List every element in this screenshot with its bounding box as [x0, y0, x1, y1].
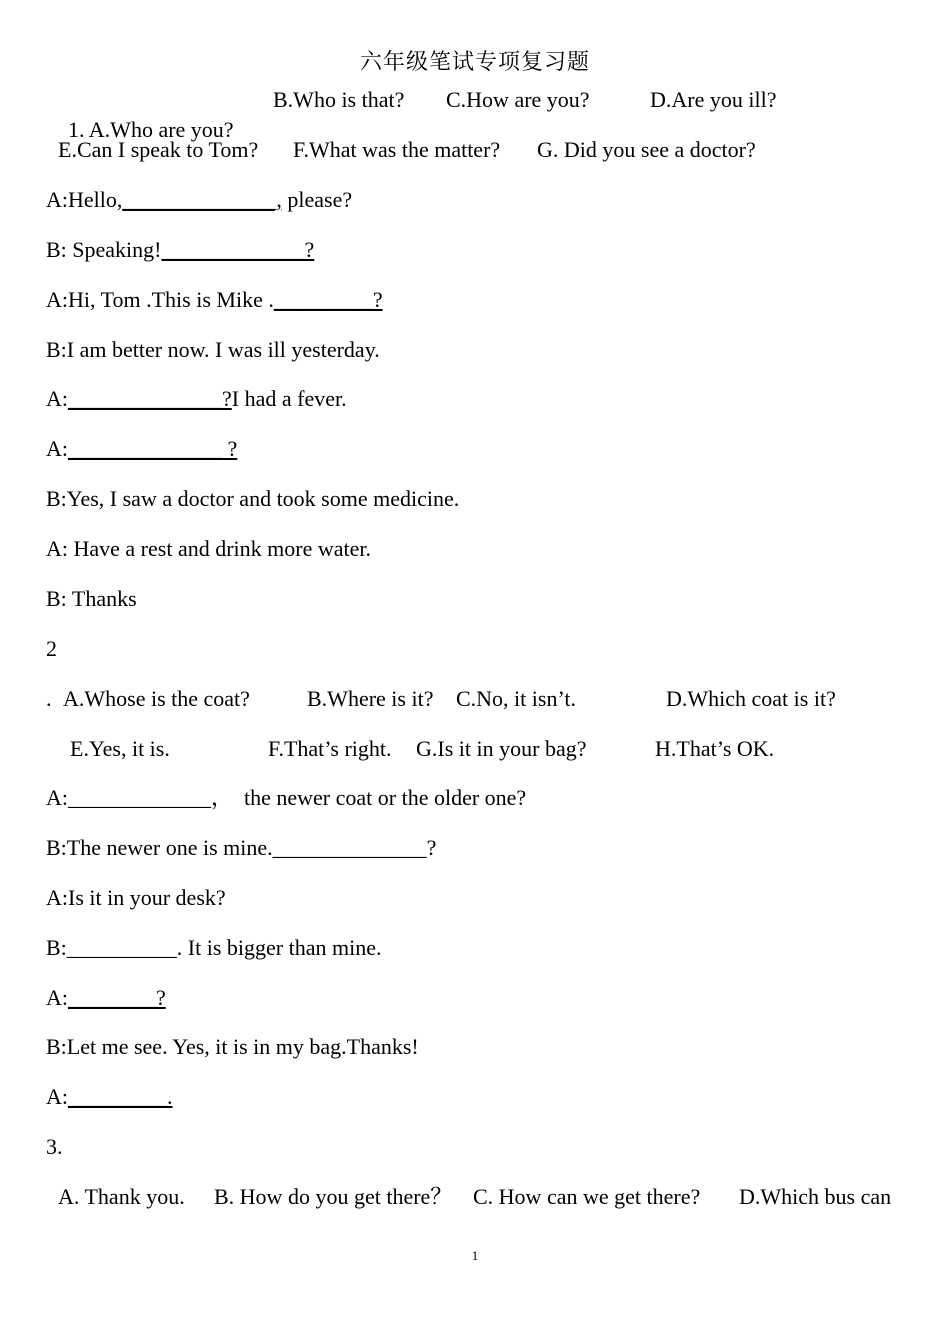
s2-number: 2 [46, 636, 57, 661]
s1-dialogue-line: B: Thanks [46, 586, 137, 611]
s2-option-g: G.Is it in your bag? [416, 736, 587, 761]
answer-blank: ______________ ? [68, 436, 238, 461]
s2-dialogue-line: A:Is it in your desk? [46, 885, 226, 910]
s1-option-e: E.Can I speak to Tom? [58, 137, 259, 162]
answer-blank: ______________? [68, 386, 232, 411]
s1-dialogue-line: A:______________ ? [46, 436, 238, 461]
answer-blank: ______________, [122, 187, 282, 212]
s2-dot: . [46, 686, 52, 711]
s2-dialogue-line: A:_________. [46, 1084, 173, 1109]
s2-option-h: H.That’s OK. [655, 736, 775, 761]
s2-option-c: C.No, it isn’t. [456, 686, 577, 711]
answer-blank: _________. [68, 1084, 173, 1109]
s2-dialogue-line: B:Let me see. Yes, it is in my bag.Thanks! [46, 1034, 419, 1059]
answer-blank: ______________ [272, 835, 427, 860]
s1-dialogue-line: A:Hi, Tom .This is Mike ._________? [46, 287, 383, 312]
answer-blank: __________ [66, 935, 177, 960]
s3-option-a: A. Thank you. [58, 1184, 185, 1209]
s2-option-d: D.Which coat is it? [666, 686, 836, 711]
s1-number: 1. [68, 117, 89, 142]
s2-option-e: E.Yes, it is. [70, 736, 170, 761]
s2-dialogue-line: A:_____________， the newer coat or the older one? [46, 785, 527, 810]
answer-blank: _________? [273, 287, 383, 312]
s1-dialogue-line: B:Yes, I saw a doctor and took some medicine. [46, 486, 460, 511]
s1-option-a: A.Who are you? [88, 117, 234, 142]
s1-option-c: C.How are you? [446, 87, 590, 112]
s2-dialogue-line: A:________? [46, 985, 166, 1010]
s3-option-c: C. How can we get there? [473, 1184, 701, 1209]
s1-dialogue-line: B: Speaking!_____________? [46, 237, 315, 262]
s1-option-g: G. Did you see a doctor? [537, 137, 756, 162]
s1-option-row1 [46, 85, 234, 142]
s1-option-b: B.Who is that? [273, 87, 405, 112]
page-title: 六年级笔试专项复习题 [359, 50, 590, 75]
answer-blank: ________? [68, 985, 166, 1010]
s2-option-b: B.Where is it? [307, 686, 434, 711]
s2-dialogue-line: B:__________. It is bigger than mine. [46, 935, 382, 960]
s1-dialogue-line: A:Hello,______________, please? [46, 187, 353, 212]
answer-blank: _____________? [161, 237, 315, 262]
s1-dialogue-line: A:______________?I had a fever. [46, 386, 347, 411]
s3-option-d: D.Which bus can [739, 1184, 892, 1209]
answer-blank: _____________ [68, 785, 211, 810]
s1-dialogue-line: B:I am better now. I was ill yesterday. [46, 337, 380, 362]
page-number: 1 [471, 1248, 479, 1263]
s1-option-f: F.What was the matter? [293, 137, 501, 162]
s3-option-b: B. How do you get there？ [214, 1184, 453, 1209]
s1-dialogue-line: A: Have a rest and drink more water. [46, 536, 371, 561]
s1-option-d: D.Are you ill? [650, 87, 777, 112]
s2-option-a: A.Whose is the coat? [63, 686, 250, 711]
s2-option-f: F.That’s right. [268, 736, 392, 761]
s2-dialogue-line: B:The newer one is mine.______________? [46, 835, 437, 860]
s3-number: 3. [46, 1134, 63, 1159]
